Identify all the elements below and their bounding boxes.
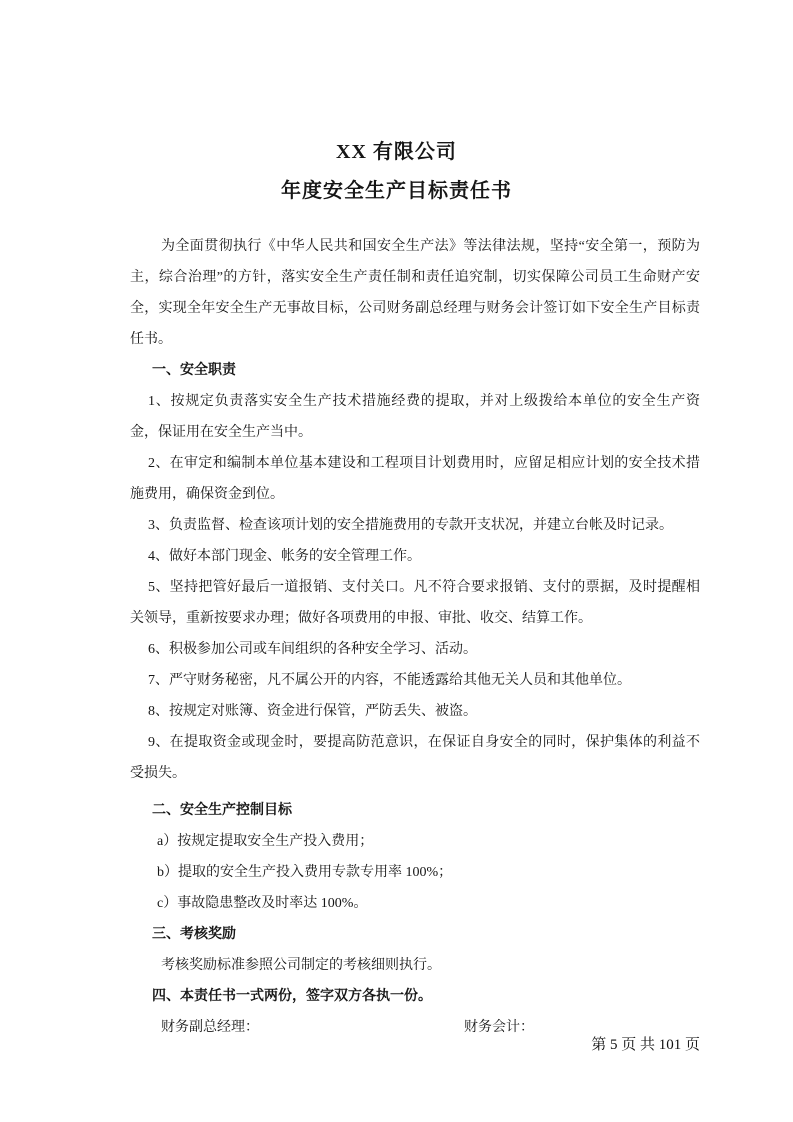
- duty-item-9: 9、在提取资金或现金时，要提高防范意识，在保证自身安全的同时，保护集体的利益不受损失。: [130, 735, 700, 781]
- duty-item-6: 6、积极参加公司或车间组织的各种安全学习、活动。: [148, 642, 477, 657]
- document-subtitle: 年度安全生产目标责任书: [281, 180, 512, 202]
- control-target-item-c: c）事故隐患整改及时率达 100%。: [157, 896, 368, 911]
- duty-item-4: 4、做好本部门现金、帐务的安全管理工作。: [148, 549, 421, 564]
- document-body: [130, 231, 700, 1043]
- duty-item-8: 8、按规定对账簿、资金进行保管，严防丢失、被盗。: [148, 704, 477, 719]
- duty-item-2: 2、在审定和编制本单位基本建设和工程项目计划费用时，应留足相应计划的安全技术措施费用，确保资金到位。: [130, 456, 700, 502]
- duty-item-5: 5、坚持把管好最后一道报销、支付关口。凡不符合要求报销、支付的票据，及时提醒相关领导，重新按要求办理；做好各项费用的申报、审批、收交、结算工作。: [130, 580, 700, 626]
- control-target-item-a: a）按规定提取安全生产投入费用；: [157, 834, 374, 849]
- document-title: XX 有限公司: [336, 141, 457, 163]
- signature-left-label: 财务副总经理：: [161, 1020, 259, 1035]
- section-heading-control-targets: 二、安全生产控制目标: [152, 803, 292, 818]
- duty-item-7: 7、严守财务秘密，凡不属公开的内容，不能透露给其他无关人员和其他单位。: [148, 673, 631, 688]
- title-block: [0, 138, 793, 205]
- duty-item-1: 1、按规定负责落实安全生产技术措施经费的提取，并对上级拨给本单位的安全生产资金，保证用在安全生产当中。: [130, 394, 700, 440]
- section-heading-copies: 四、本责任书一式两份，签字双方各执一份。: [152, 989, 432, 1004]
- section-heading-duties: 一、安全职责: [152, 363, 236, 378]
- section-heading-assessment: 三、考核奖励: [152, 927, 236, 942]
- signature-right-label: 财务会计：: [464, 1020, 534, 1035]
- assessment-paragraph: 考核奖励标准参照公司制定的考核细则执行。: [161, 958, 441, 973]
- control-target-item-b: b）提取的安全生产投入费用专款专用率 100%；: [157, 865, 453, 880]
- duty-item-3: 3、负责监督、检查该项计划的安全措施费用的专款开支状况，并建立台帐及时记录。: [148, 518, 673, 533]
- intro-paragraph: 为全面贯彻执行《中华人民共和国安全生产法》等法律法规，坚持“安全第一，预防为主，综合治理”的方针，落实安全生产责任制和责任追究制，切实保障公司员工生命财产安全，实现全年安全生产无事故目标，公司财务副总经理与财务会计签订如下安全生产目标责任书。: [130, 239, 700, 347]
- page-number: 第 5 页 共 101 页: [591, 1037, 700, 1053]
